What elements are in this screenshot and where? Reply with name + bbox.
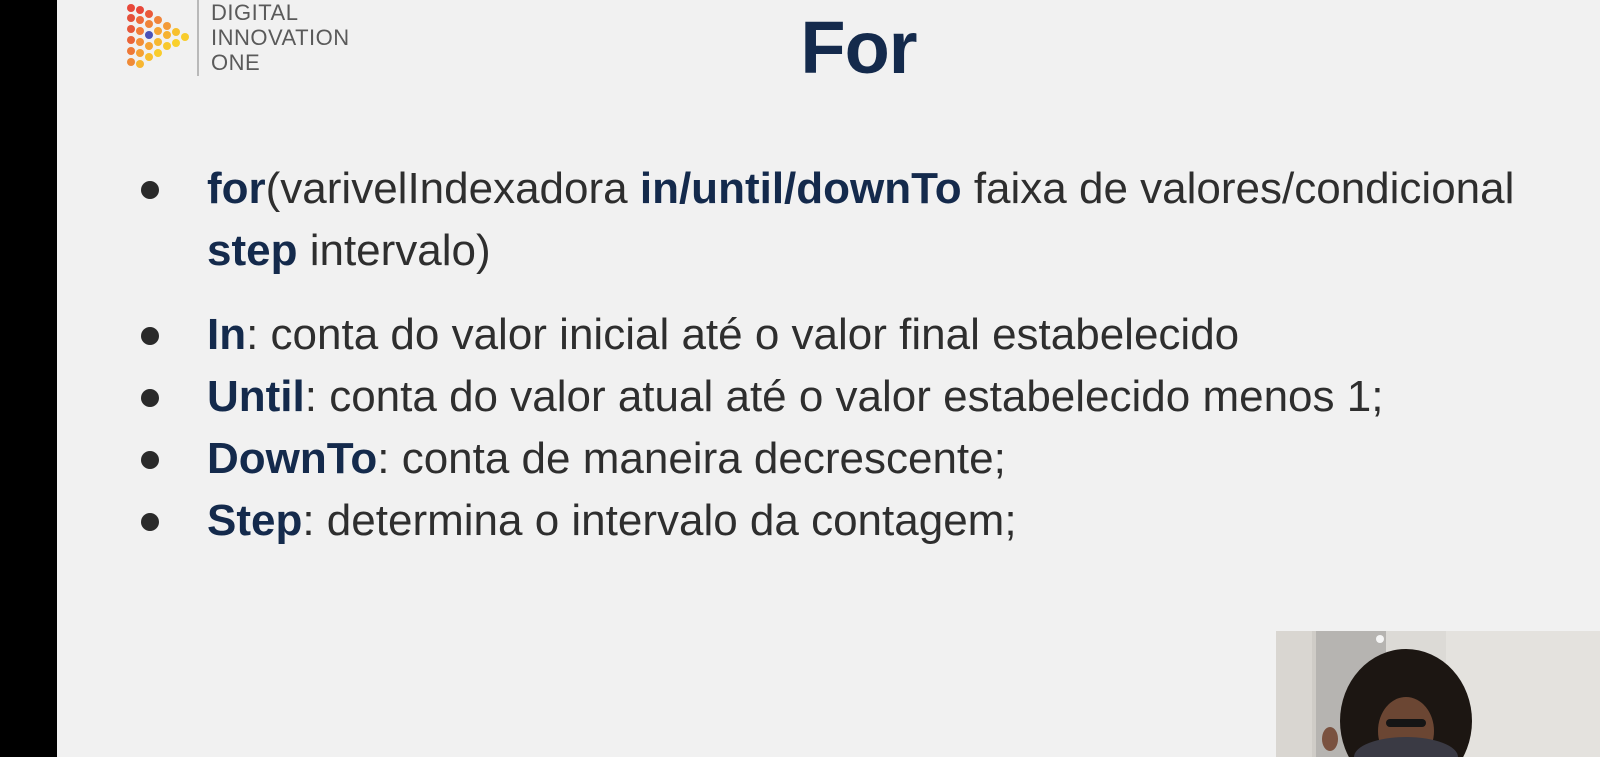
bullet-dot-icon bbox=[141, 513, 159, 531]
slide-title-container bbox=[57, 4, 1600, 92]
syntax-text-1: (varivelIndexadora bbox=[265, 164, 640, 213]
brand-line-3: ONE bbox=[211, 50, 261, 75]
bullet-dot-icon bbox=[141, 327, 159, 345]
keyword-step: step bbox=[207, 226, 298, 275]
keyword-in-until-downto: in/until/downTo bbox=[639, 164, 962, 213]
bullet-keyword: DownTo bbox=[207, 434, 378, 483]
bullet-step bbox=[135, 490, 1555, 552]
brand-line-2: INNOVATION bbox=[211, 25, 350, 50]
keyword-for: for bbox=[207, 164, 266, 213]
bullet-list bbox=[135, 158, 1555, 552]
bullet-text: : determina o intervalo da contagem; bbox=[302, 496, 1017, 545]
bullet-keyword: In bbox=[207, 310, 247, 359]
bullet-until bbox=[135, 366, 1555, 428]
bullet-text: : conta do valor inicial até o valor final estabelecido bbox=[246, 310, 1240, 359]
slide-title: For bbox=[800, 6, 917, 89]
bullet-dot-icon bbox=[141, 451, 159, 469]
bullet-keyword: Until bbox=[207, 372, 305, 421]
bullet-text: : conta de maneira decrescente; bbox=[377, 434, 1006, 483]
bullet-downto bbox=[135, 428, 1555, 490]
bullet-dot-icon bbox=[141, 389, 159, 407]
presenter-webcam bbox=[1276, 631, 1600, 757]
brand-line-1: DIGITAL bbox=[211, 0, 299, 25]
syntax-text-3: intervalo) bbox=[297, 226, 491, 275]
bullet-syntax bbox=[135, 158, 1555, 282]
syntax-text-2: faixa de valores/condicional bbox=[961, 164, 1515, 213]
presenter-video-icon bbox=[1276, 631, 1600, 757]
bullet-in bbox=[135, 304, 1555, 366]
bullet-dot-icon bbox=[141, 181, 159, 199]
bullet-keyword: Step bbox=[207, 496, 303, 545]
bullet-text: : conta do valor atual até o valor estabelecido menos 1; bbox=[304, 372, 1384, 421]
